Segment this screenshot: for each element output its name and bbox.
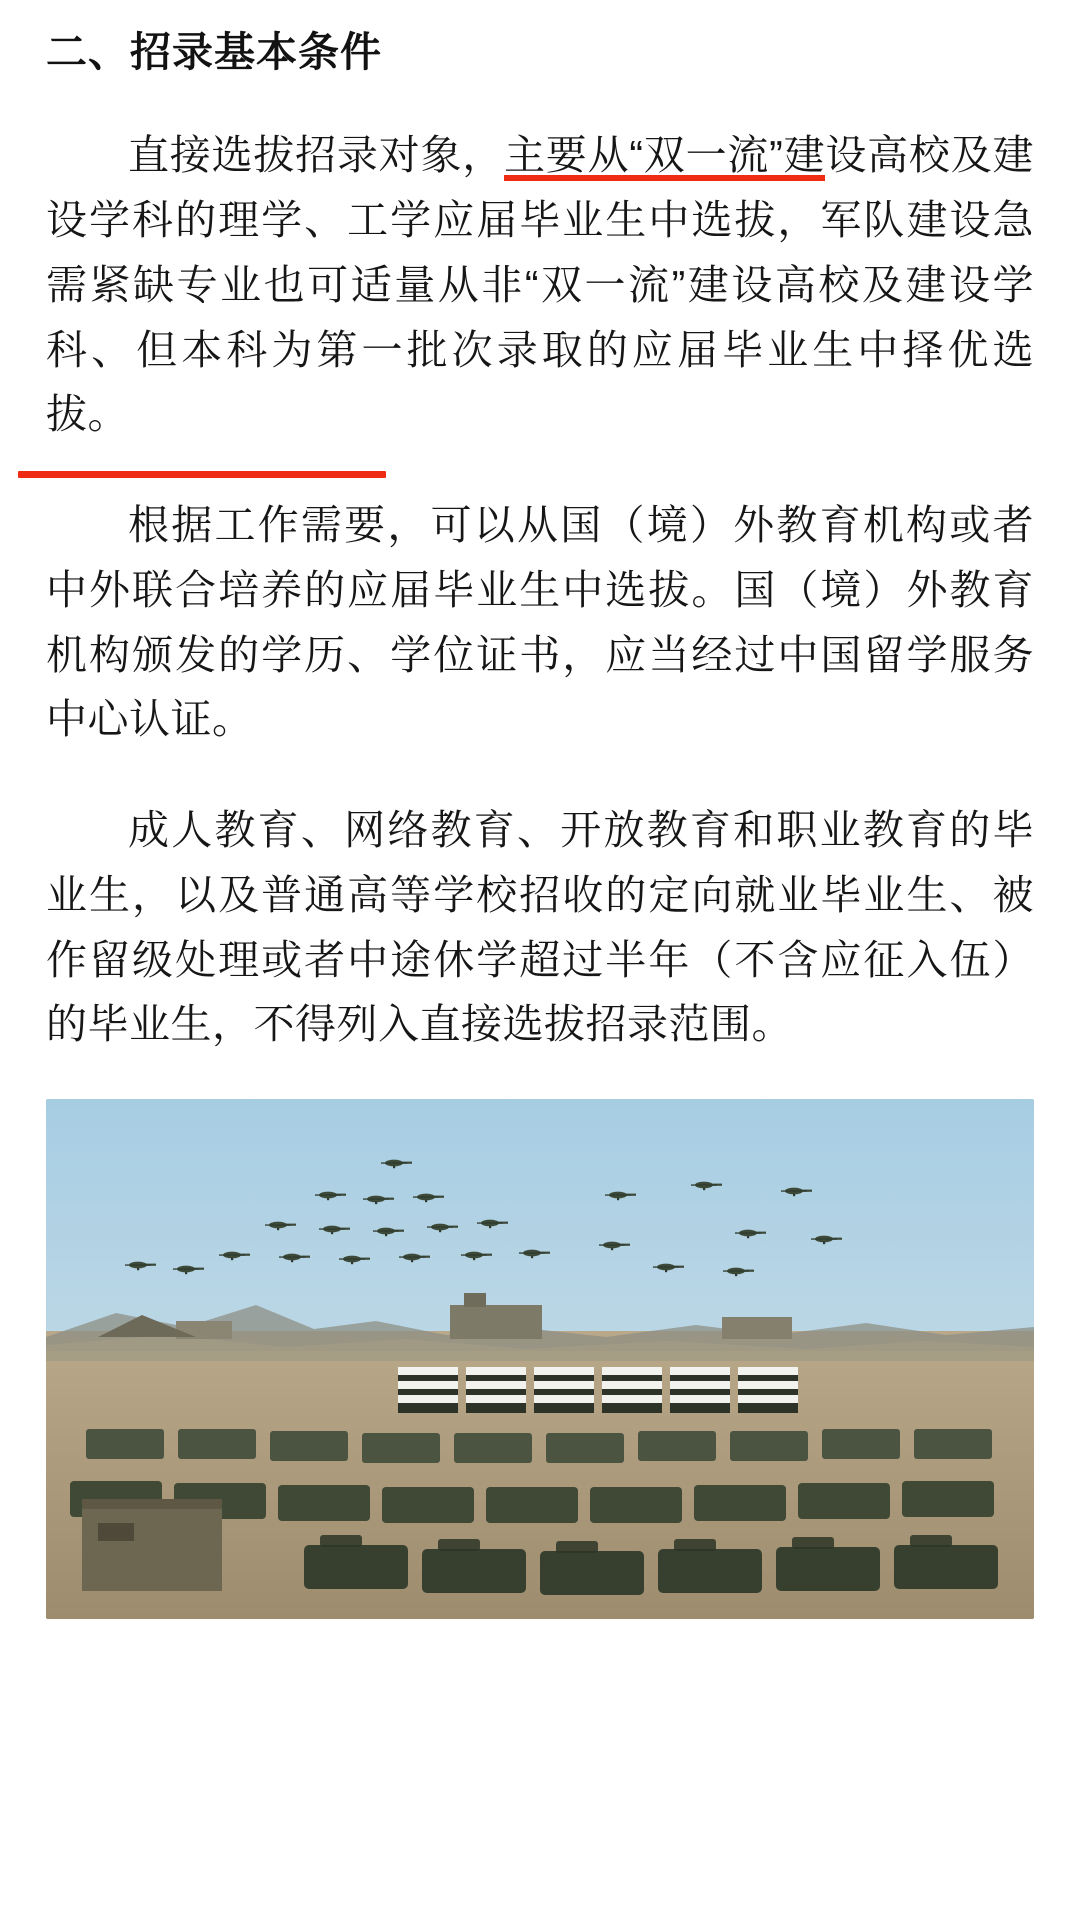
paragraph-1: [46, 123, 1034, 447]
paragraph-1-underlined-text: 主要从“双一流”建: [504, 132, 825, 181]
paragraph-2: [46, 493, 1034, 752]
paragraph-3: [46, 798, 1034, 1057]
page-title: 二、招录基本条件: [46, 29, 382, 75]
paragraph-3-text: 成人教育、网络教育、开放教育和职业教育的毕业生，以及普通高等学校招收的定向就业毕业生、被作留级处理或者中途休学超过半年（不含应征入伍）的毕业生，不得列入直接选拔招录范围。: [46, 807, 1034, 1048]
paragraph-1-segment-3: 设高校及建设学科的理学、工学应届毕业生中选拔，军队建设急需紧缺专业也可适量从非“双一流”建设高校及建设学科、但本科为第一批次录取的应届毕业生中择优选拔。: [46, 132, 1034, 438]
paragraph-2-text: 根据工作需要，可以从国（境）外教育机构或者中外联合培养的应届毕业生中选拔。国（境）外教育机构颁发的学历、学位证书，应当经过中国留学服务中心认证。: [46, 502, 1034, 743]
parade-photo: [46, 1099, 1034, 1619]
red-underline-mark: [18, 471, 386, 478]
paragraph-1-segment-1: 直接选拔招录对象，: [128, 132, 505, 179]
figure-military-parade: [0, 1099, 1080, 1619]
